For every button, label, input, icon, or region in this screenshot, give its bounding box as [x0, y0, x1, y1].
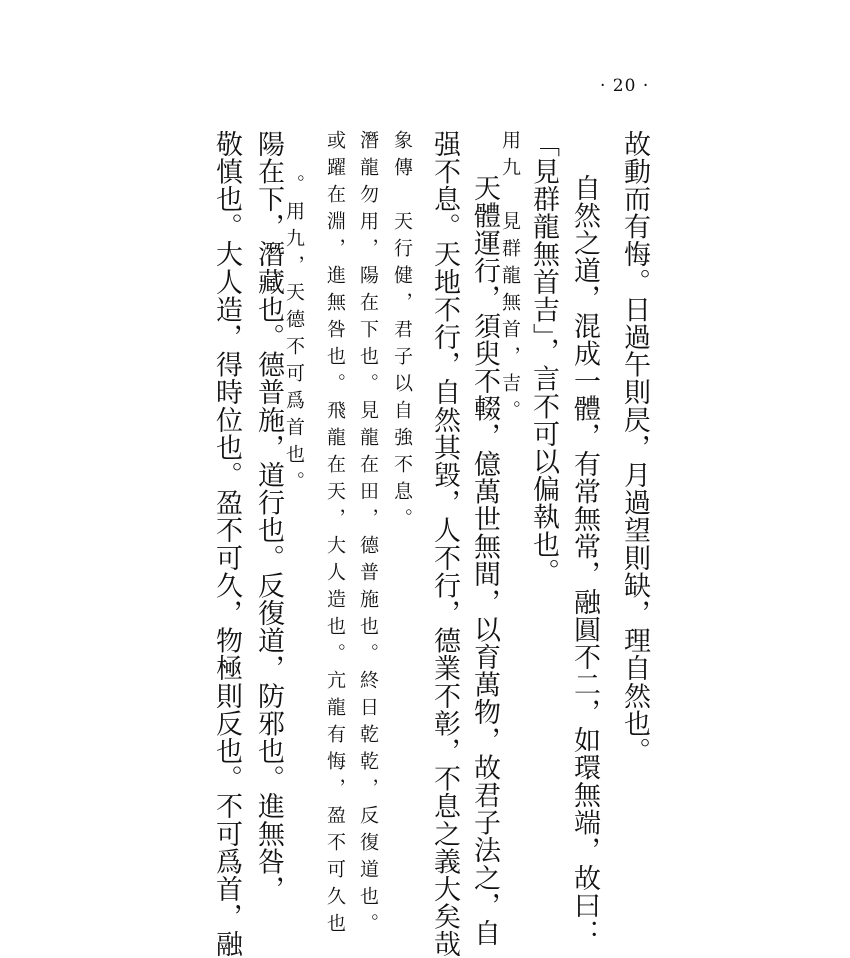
text-column-11: 陽在下，潛藏也。德普施，道行也。反復道，防邪也。進無咎，	[253, 130, 284, 903]
text-column-5: 天體運行，須臾不輟，億萬世無間，以育萬物，故君子法之，自	[469, 174, 500, 947]
text-column-1: 故動而有悔。日過午則昃，月過望則缺，理自然也。	[619, 130, 650, 765]
text-column-10: 。用九，天德不可爲首也。	[283, 174, 305, 498]
text-column-7: 象傳 天行健，君子以自強不息。	[391, 130, 413, 535]
text-column-9: 或躍在淵，進無咎也。飛龍在天，大人造也。亢龍有悔，盈不可久也	[324, 130, 346, 940]
page-number: · 20 ·	[600, 76, 650, 96]
text-column-2: 自然之道，混成一體，有常無常，融圓不二，如環無端，故曰：	[569, 174, 600, 947]
text-column-8: 潛龍勿用，陽在下也。見龍在田，德普施也。終日乾乾，反復道也。	[357, 130, 379, 940]
text-column-4: 用九 見群龍無首，吉。	[499, 130, 521, 427]
text-column-3: 「見群龍無首吉」，言不可以偏執也。	[528, 130, 559, 586]
text-column-6: 强不息。天地不行，自然其毀，人不行，德業不彰，不息之義大矣哉	[429, 130, 460, 958]
text-column-12: 敬慎也。大人造，得時位也。盈不可久，物極則反也。不可爲首，融	[211, 130, 242, 958]
